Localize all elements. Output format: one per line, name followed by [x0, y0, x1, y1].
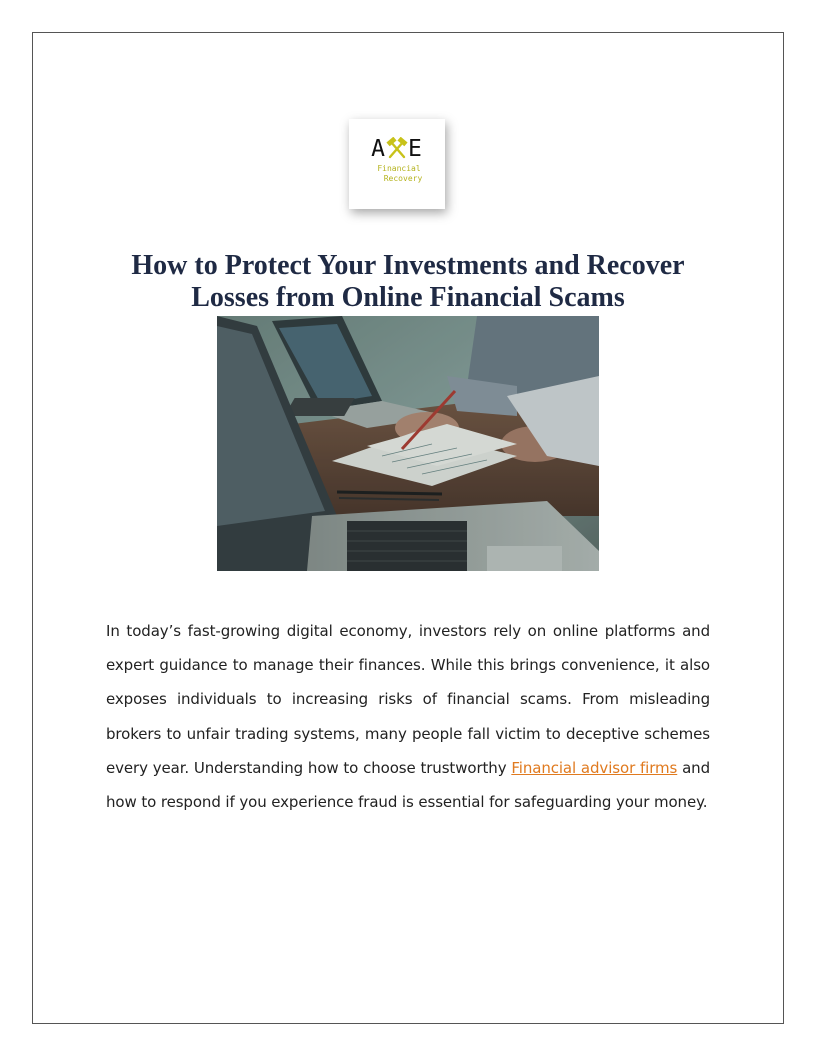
logo-subtitle-line2: Recovery	[383, 174, 423, 183]
paragraph-text-after-link: and how to respond if you experience fraud is essential for safeguarding your money.	[106, 758, 710, 812]
hero-photo	[217, 316, 599, 571]
logo-letter-a: A	[371, 136, 386, 162]
logo-wordmark	[349, 137, 445, 161]
company-logo	[349, 119, 445, 209]
title-line-1: How to Protect Your Investments and Recover	[131, 250, 685, 281]
page-title	[60, 250, 756, 314]
logo-subtitle-line1: Financial	[377, 164, 421, 173]
title-line-2: Losses from Online Financial Scams	[191, 282, 625, 313]
financial-advisor-firms-link[interactable]: Financial advisor firms	[511, 758, 678, 777]
logo-letter-e: E	[408, 136, 423, 162]
intro-paragraph	[106, 614, 710, 819]
crossed-hammers-icon	[386, 137, 408, 161]
paragraph-text-before-link: In today’s fast-growing digital economy, investors rely on online platforms and expert guidance to manage their finances. While this brings convenience, it also exposes individuals to increasing risks of financial scams. From misleading brokers to unfair trading systems, many people fall victim to deceptive schemes every year. Understanding how to choose trustworthy	[106, 622, 710, 777]
